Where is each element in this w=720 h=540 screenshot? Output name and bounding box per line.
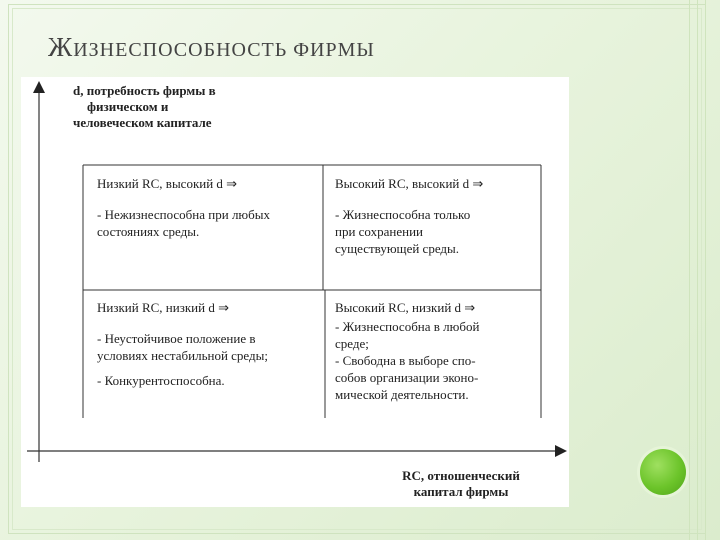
green-circle-decoration (640, 449, 686, 495)
title-first-letter: Ж (48, 32, 74, 62)
quadrant-bottom-left: Низкий RC, низкий d ⇒ - Неустойчивое положение в условиях нестабильной среды; - Конкурентоспособна. (97, 300, 268, 388)
quadrant-top-right: Высокий RC, высокий d ⇒ - Жизнеспособна только при сохранении существующей среды. (335, 176, 484, 256)
title-rest: ИЗНЕСПОСОБНОСТЬ ФИРМЫ (73, 39, 375, 61)
right-decor-line (689, 0, 690, 540)
right-decor-line (705, 0, 706, 540)
x-axis-label: RC, отношенческий капитал фирмы (402, 468, 520, 499)
quadrant-bottom-right: Высокий RC, низкий d ⇒ - Жизнеспособна в любой среде; - Свободна в выборе спо- собов организации эконо- мической деятельности. (335, 300, 480, 402)
right-decor-line (697, 0, 698, 540)
quadrant-top-left: Низкий RC, высокий d ⇒ - Нежизнеспособна при любых состояниях среды. (97, 176, 270, 239)
diagram-graphics (21, 77, 569, 507)
diagram-panel (21, 77, 569, 507)
y-axis-label: d, потребность фирмы в физическом и человеческом капитале (73, 83, 216, 130)
slide-title (48, 32, 375, 63)
